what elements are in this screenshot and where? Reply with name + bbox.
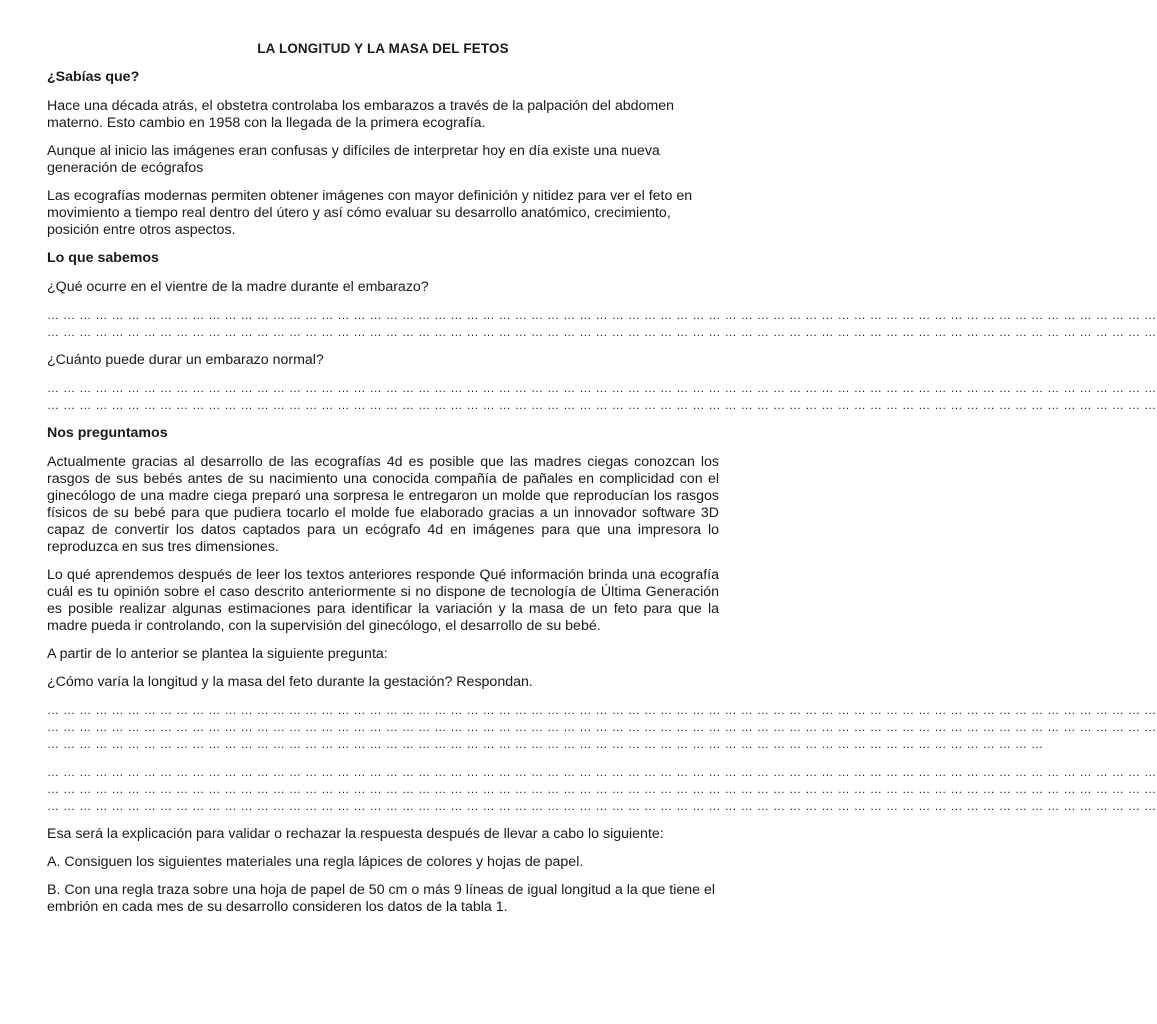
paragraph-modern-ultrasound: Las ecografías modernas permiten obtener imágenes con mayor definición y nitidez para ver el feto en movimiento a tiempo real dentro del útero y así cómo evaluar su desarrollo anatómico, crecimiento, posición entre otros aspectos.: [47, 188, 693, 238]
heading-lo-que-sabemos: Lo que sabemos: [47, 250, 159, 266]
question-duration: ¿Cuánto puede durar un embarazo normal?: [47, 352, 324, 368]
heading-nos-preguntamos: Nos preguntamos: [47, 425, 168, 441]
worksheet-page: [47, 40, 1157, 927]
answer-line: … … … … … … … … … … … … … … … … … … … … … … … … … … … … … … … … … … … … … … … … … … … … … … … … … … … … … … … … … … … … … … … … … … … … …: [47, 765, 1157, 779]
question-womb: ¿Qué ocurre en el vientre de la madre durante el embarazo?: [47, 279, 429, 295]
step-b: B. Con una regla traza sobre una hoja de papel de 50 cm o más 9 líneas de igual longitud a la que tiene el embrión en cada mes de su desarrollo consideren los datos de la tabla 1.: [47, 882, 716, 915]
answer-line: … … … … … … … … … … … … … … … … … … … … … … … … … … … … … … … … … … … … … … … … … … … … … … … … … … … … … … … … … … … … … … … … … … … … …: [47, 308, 1157, 322]
answer-line: … … … … … … … … … … … … … … … … … … … … … … … … … … … … … … … … … … … … … … … … … … … … … … … … … … … … … … … … … … … … … … … … … … … … …: [47, 799, 1157, 813]
paragraph-4d-ultrasound: Actualmente gracias al desarrollo de las ecografías 4d es posible que las madres ciegas conozcan los rasgos de sus bebés antes de su nacimiento una conocida compañía de pañales en complicidad con el ginecólogo de una madre ciega preparó una sorpresa le entregaron un molde que reproducían los rasgos físicos de su bebé para que pudiera tocarlo el molde fue elaborado gracias a un innovador software 3D capaz de convertir los datos captados para un ecógrafo 4d en imágenes para que una impresora lo reproduzca en sus tres dimensiones.: [47, 454, 719, 555]
answer-lines-length-mass-1[interactable]: [47, 702, 1157, 753]
answer-line: … … … … … … … … … … … … … … … … … … … … … … … … … … … … … … … … … … … … … … … … … … … … … … … … … … … … … … … … … … … … … …: [47, 737, 1044, 751]
answer-line: … … … … … … … … … … … … … … … … … … … … … … … … … … … … … … … … … … … … … … … … … … … … … … … … … … … … … … … … … … … … … … … … … … … … …: [47, 703, 1157, 717]
paragraph-images: Aunque al inicio las imágenes eran confusas y difíciles de interpretar hoy en día existe una nueva generación de ecógrafos: [47, 143, 660, 176]
answer-line: … … … … … … … … … … … … … … … … … … … … … … … … … … … … … … … … … … … … … … … … … … … … … … … … … … … … … … … … … … … … … … … … … … … … …: [47, 325, 1157, 339]
answer-line: … … … … … … … … … … … … … … … … … … … … … … … … … … … … … … … … … … … … … … … … … … … … … … … … … … … … … … … … … … … … … … … … … … … … …: [47, 381, 1157, 395]
question-length-mass: ¿Cómo varía la longitud y la masa del feto durante la gestación? Respondan.: [47, 674, 533, 690]
paragraph-intro: Hace una década atrás, el obstetra controlaba los embarazos a través de la palpación del abdomen materno. Esto cambio en 1958 con la llegada de la primera ecografía.: [47, 98, 675, 131]
answer-lines-duration[interactable]: [47, 380, 1157, 414]
page-title: LA LONGITUD Y LA MASA DEL FETOS: [257, 41, 509, 56]
paragraph-learning: Lo qué aprendemos después de leer los textos anteriores responde Qué información brinda una ecografía cuál es tu opinión sobre el caso descrito anteriormente si no dispone de tecnología de Última Generación es posible realizar algunas estimaciones para identificar la variación y la masa de un feto para que la madre pueda ir controlando, con la supervisión del ginecólogo, el desarrollo de su bebé.: [47, 567, 719, 634]
answer-lines-womb[interactable]: [47, 307, 1157, 341]
answer-lines-length-mass-2[interactable]: [47, 764, 1157, 815]
answer-line: … … … … … … … … … … … … … … … … … … … … … … … … … … … … … … … … … … … … … … … … … … … … … … … … … … … … … … … … … … … … … … … … … … … … …: [47, 398, 1157, 412]
answer-line: … … … … … … … … … … … … … … … … … … … … … … … … … … … … … … … … … … … … … … … … … … … … … … … … … … … … … … … … … … … … … … … … … … … … …: [47, 720, 1157, 734]
paragraph-question-intro: A partir de lo anterior se plantea la siguiente pregunta:: [47, 646, 388, 662]
step-a: A. Consiguen los siguientes materiales una regla lápices de colores y hojas de papel.: [47, 854, 584, 870]
heading-sabias-que: ¿Sabías que?: [47, 69, 140, 85]
paragraph-validation: Esa será la explicación para validar o rechazar la respuesta después de llevar a cabo lo siguiente:: [47, 826, 664, 842]
answer-line: … … … … … … … … … … … … … … … … … … … … … … … … … … … … … … … … … … … … … … … … … … … … … … … … … … … … … … … … … … … … … … … … … … … … …: [47, 782, 1157, 796]
